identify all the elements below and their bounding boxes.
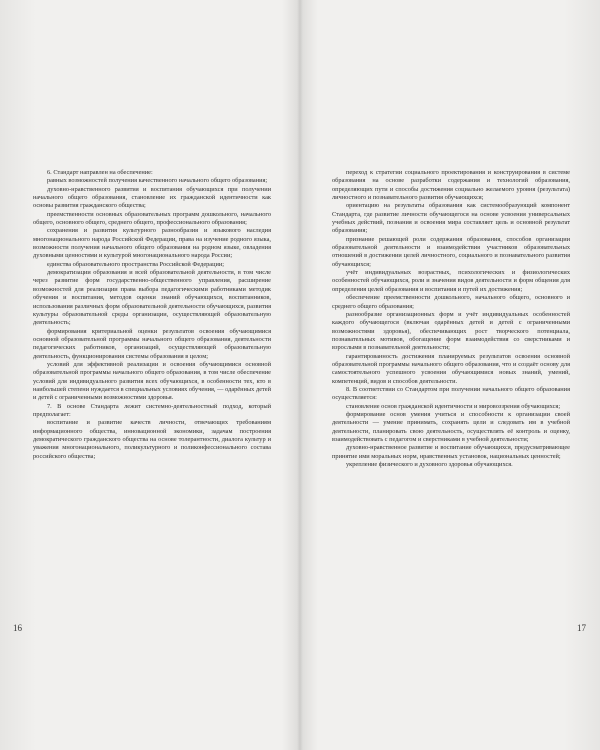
paragraph: духовно-нравственное развитие и воспитание обучающихся, предусматривающее принятие ими моральных норм, нравственных установок, национальных ценностей; [332,444,570,460]
paragraph: формирование основ умения учиться и способности к организации своей деятельности — умение принимать, сохранять цели и следовать им в учебной деятельности, планировать свою деятельность, осуществлять её контроль и оценку, взаимодействовать с педагогом и сверстниками в учебной деятельности; [332,410,570,443]
paragraph: сохранения и развития культурного разнообразия и языкового наследия многонационального народа Российской Федерации, права на изучение родного языка, возможности получения начального общего образования на родном языке, овладения духовными ценностями и культурой многонационального народа России; [33,227,271,260]
paragraph: становление основ гражданской идентичности и мировоззрения обучающихся; [346,402,561,410]
paragraph: 8. В соответствии со Стандартом при получении начального общего образования осуществляется: [332,385,570,402]
paragraph: обеспечение преемственности дошкольного, начального общего, основного и среднего общего образования; [332,294,570,310]
paragraph: разнообразие организационных форм и учёт индивидуальных особенностей каждого обучающегося (включая одарённых детей и детей с ограниченными возможностями здоровья), обеспечивающих рост творческого потенциала, познавательных мотивов, обогащение форм взаимодействия со сверстниками и взрослыми в познавательной деятельности; [332,310,570,352]
page-number-right: 17 [577,623,586,633]
paragraph: учёт индивидуальных возрастных, психологических и физиологических особенностей обучающихся, роли и значения видов деятельности и форм общения для определения целей образования и воспитания и путей их достижения; [332,269,570,293]
paragraph: гарантированность достижения планируемых результатов освоения основной образовательной программы начального общего образования, что и создаёт основу для самостоятельного успешного усвоения обучающимися новых знаний, умений, компетенций, видов и способов деятельности. [332,352,570,385]
right-page-text [332,169,570,469]
paragraph: условий для эффективной реализации и освоения обучающимися основной образовательной программы начального общего образования, в том числе обеспечение условий для индивидуального развития всех обучающихся, в особенности тех, кто в наибольшей степени нуждается в специальных условиях обучения, — одарённых детей и детей с ограниченными возможностями здоровья. [33,360,271,402]
paragraph: 6. Стандарт направлен на обеспечение: [47,169,153,176]
paragraph: духовно-нравственного развития и воспитания обучающихся при получении начального общего образования, становление их гражданской идентичности как основы развития гражданского общества; [33,185,271,210]
paragraph: демократизации образования и всей образовательной деятельности, в том числе через развитие форм государственно-общественного управления, расширение возможностей для реализации права выбора педагогическими работниками методик обучения и воспитания, методов оценки знаний обучающихся, воспитанников, использования различных форм образовательной деятельности обучающихся, развития культуры образовательной среды организации, осуществляющей образовательную деятельность; [33,269,271,327]
page-number-left: 16 [13,623,22,633]
paragraph: переход к стратегии социального проектирования и конструирования в системе образования на основе разработки содержания и технологий образования, определяющих пути и способы достижения социально желаемого уровня (результата) личностного и познавательного развития обучающихся; [332,169,570,202]
paragraph: признание решающей роли содержания образования, способов организации образовательной деятельности и взаимодействия участников образовательных отношений в достижении целей личностного, социального и познавательного развития обучающихся; [332,235,570,268]
paragraph: преемственности основных образовательных программ дошкольного, начального общего, основного общего, среднего общего, профессионального образования; [33,210,271,227]
paragraph: укрепление физического и духовного здоровья обучающихся. [346,461,513,469]
paragraph: 7. В основе Стандарта лежит системно-деятельностный подход, который предполагает: [33,402,271,418]
paragraph: воспитание и развитие качеств личности, отвечающих требованиям информационного общества, инновационной экономики, задачам построения демократического гражданского общества на основе толерантности, диалога культур и уважения многонационального, поликультурного и поликонфессионального состава российского общества; [33,419,271,460]
paragraph: формирования критериальной оценки результатов освоения обучающимися основной образовательной программы начального общего образования, деятельности педагогических работников, организаций, осуществляющей образовательную деятельность, функционирования системы образования в целом; [33,327,271,360]
left-page-text [33,169,271,461]
paragraph: единства образовательного пространства Российской Федерации; [47,260,225,268]
paragraph: ориентацию на результаты образования как системообразующий компонент Стандарта, где развитие личности обучающегося на основе усвоения универсальных учебных действий, познания и освоения мира составляет цель и основной результат образования; [332,202,570,235]
paragraph: равных возможностей получения качественного начального общего образования; [47,177,268,185]
book-gutter [297,0,303,750]
